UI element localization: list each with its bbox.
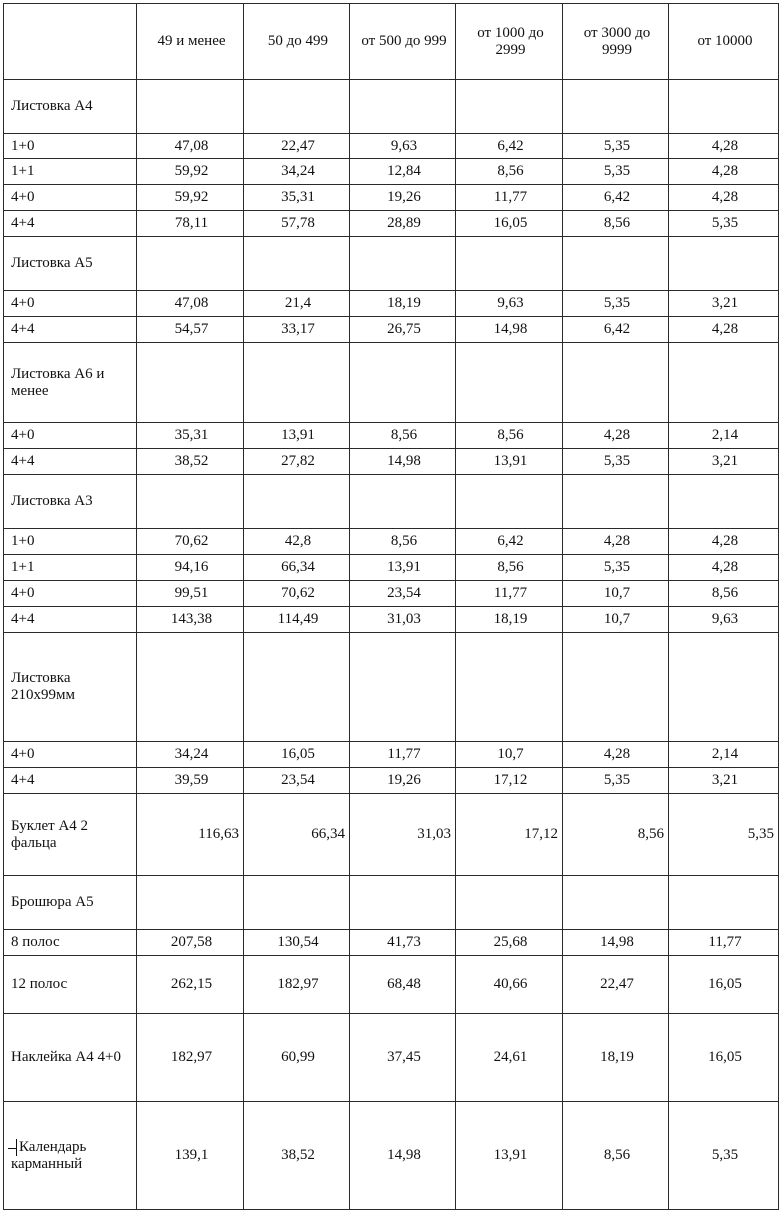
price-cell: 23,54: [244, 768, 350, 794]
row-label: 12 полос: [4, 956, 137, 1014]
row-label: Наклейка А4 4+0: [4, 1014, 137, 1102]
empty-cell: [244, 80, 350, 134]
price-cell: 13,91: [350, 555, 456, 581]
header-row: [4, 4, 779, 80]
price-cell: 31,03: [350, 607, 456, 633]
price-cell: 114,49: [244, 607, 350, 633]
empty-cell: [244, 237, 350, 291]
section-label: Листовка 210х99мм: [4, 633, 137, 742]
row-label: 8 полос: [4, 930, 137, 956]
price-cell: 16,05: [244, 742, 350, 768]
price-cell: 4,28: [563, 529, 669, 555]
empty-cell: [669, 633, 779, 742]
price-cell: 13,91: [456, 449, 563, 475]
price-cell: 66,34: [244, 794, 350, 876]
price-cell: 37,45: [350, 1014, 456, 1102]
column-header-3000-to-9999: от 3000 до 9999: [563, 4, 669, 80]
table-row: [4, 291, 779, 317]
price-cell: 14,98: [350, 1102, 456, 1210]
price-cell: 8,56: [350, 529, 456, 555]
price-cell: 116,63: [137, 794, 244, 876]
price-cell: 34,24: [137, 742, 244, 768]
empty-cell: [137, 237, 244, 291]
price-cell: 22,47: [563, 956, 669, 1014]
row-label: 1+0: [4, 134, 137, 159]
price-cell: 143,38: [137, 607, 244, 633]
empty-cell: [137, 633, 244, 742]
empty-cell: [350, 475, 456, 529]
empty-cell: [350, 633, 456, 742]
empty-cell: [456, 475, 563, 529]
price-cell: 39,59: [137, 768, 244, 794]
price-cell: 35,31: [137, 423, 244, 449]
table-row: [4, 956, 779, 1014]
price-cell: 14,98: [563, 930, 669, 956]
price-cell: 59,92: [137, 159, 244, 185]
price-cell: 3,21: [669, 449, 779, 475]
price-cell: 78,11: [137, 211, 244, 237]
price-cell: 130,54: [244, 930, 350, 956]
price-cell: 4,28: [669, 134, 779, 159]
price-cell: 47,08: [137, 134, 244, 159]
row-label: 4+0: [4, 291, 137, 317]
price-cell: 17,12: [456, 768, 563, 794]
price-cell: 11,77: [456, 185, 563, 211]
price-cell: 99,51: [137, 581, 244, 607]
price-cell: 21,4: [244, 291, 350, 317]
price-cell: 68,48: [350, 956, 456, 1014]
section-row: [4, 237, 779, 291]
row-label: Буклет А4 2 фальца: [4, 794, 137, 876]
empty-cell: [563, 475, 669, 529]
table-row: [4, 317, 779, 343]
price-cell: 8,56: [456, 423, 563, 449]
price-cell: 60,99: [244, 1014, 350, 1102]
table-row: [4, 529, 779, 555]
price-cell: 10,7: [456, 742, 563, 768]
empty-cell: [350, 343, 456, 423]
price-cell: 13,91: [456, 1102, 563, 1210]
table-row: [4, 159, 779, 185]
price-cell: 31,03: [350, 794, 456, 876]
price-cell: 139,1: [137, 1102, 244, 1210]
price-cell: 4,28: [669, 555, 779, 581]
row-label-cell[interactable]: [4, 1102, 137, 1210]
price-cell: 22,47: [244, 134, 350, 159]
section-row: [4, 876, 779, 930]
column-header-50-to-499: 50 до 499: [244, 4, 350, 80]
price-cell: 5,35: [669, 1102, 779, 1210]
price-cell: 18,19: [456, 607, 563, 633]
price-cell: 6,42: [563, 317, 669, 343]
price-cell: 2,14: [669, 423, 779, 449]
section-row: [4, 475, 779, 529]
price-cell: 8,56: [669, 581, 779, 607]
price-cell: 18,19: [563, 1014, 669, 1102]
empty-cell: [456, 237, 563, 291]
price-cell: 19,26: [350, 768, 456, 794]
price-cell: 8,56: [563, 1102, 669, 1210]
row-label: Календарь карманный: [11, 1138, 87, 1172]
table-row: [4, 607, 779, 633]
table-row: [4, 930, 779, 956]
column-header-10000: от 10000: [669, 4, 779, 80]
price-cell: 26,75: [350, 317, 456, 343]
table-row: [4, 423, 779, 449]
table-row: [4, 742, 779, 768]
table-row: [4, 185, 779, 211]
section-row: [4, 343, 779, 423]
price-cell: 4,28: [669, 185, 779, 211]
table-row: [4, 768, 779, 794]
price-cell: 16,05: [456, 211, 563, 237]
price-cell: 35,31: [244, 185, 350, 211]
empty-cell: [669, 80, 779, 134]
table-row: [4, 794, 779, 876]
price-cell: 27,82: [244, 449, 350, 475]
price-cell: 6,42: [456, 529, 563, 555]
empty-cell: [563, 237, 669, 291]
price-cell: 34,24: [244, 159, 350, 185]
row-label: 4+4: [4, 317, 137, 343]
price-cell: 6,42: [456, 134, 563, 159]
empty-cell: [244, 343, 350, 423]
section-row: [4, 633, 779, 742]
row-label: 4+4: [4, 768, 137, 794]
empty-cell: [137, 475, 244, 529]
price-cell: 70,62: [244, 581, 350, 607]
row-label: 1+1: [4, 159, 137, 185]
empty-cell: [244, 876, 350, 930]
price-cell: 23,54: [350, 581, 456, 607]
empty-cell: [669, 343, 779, 423]
table-row: [4, 211, 779, 237]
row-label: 4+0: [4, 423, 137, 449]
price-cell: 24,61: [456, 1014, 563, 1102]
row-label: 4+4: [4, 449, 137, 475]
empty-cell: [137, 80, 244, 134]
section-label: Листовка А5: [4, 237, 137, 291]
price-cell: 54,57: [137, 317, 244, 343]
price-cell: 5,35: [563, 449, 669, 475]
price-cell: 2,14: [669, 742, 779, 768]
price-cell: 25,68: [456, 930, 563, 956]
column-header-1000-to-2999: от 1000 до 2999: [456, 4, 563, 80]
price-cell: 5,35: [563, 555, 669, 581]
price-cell: 38,52: [137, 449, 244, 475]
price-cell: 5,35: [563, 768, 669, 794]
empty-cell: [669, 237, 779, 291]
price-cell: 4,28: [669, 529, 779, 555]
section-row: [4, 80, 779, 134]
table-row: [4, 581, 779, 607]
price-cell: 42,8: [244, 529, 350, 555]
table-row: [4, 1014, 779, 1102]
price-cell: 11,77: [456, 581, 563, 607]
price-cell: 207,58: [137, 930, 244, 956]
empty-cell: [669, 876, 779, 930]
row-label: 4+0: [4, 742, 137, 768]
price-cell: 9,63: [456, 291, 563, 317]
price-cell: 3,21: [669, 291, 779, 317]
price-cell: 8,56: [456, 555, 563, 581]
price-cell: 4,28: [563, 742, 669, 768]
table-row: [4, 449, 779, 475]
row-label: 4+0: [4, 185, 137, 211]
price-cell: 40,66: [456, 956, 563, 1014]
row-label: 4+4: [4, 607, 137, 633]
empty-cell: [137, 343, 244, 423]
empty-cell: [669, 475, 779, 529]
price-cell: 11,77: [350, 742, 456, 768]
price-cell: 19,26: [350, 185, 456, 211]
price-cell: 14,98: [350, 449, 456, 475]
empty-cell: [456, 876, 563, 930]
price-cell: 9,63: [350, 134, 456, 159]
empty-cell: [350, 876, 456, 930]
empty-cell: [456, 343, 563, 423]
row-label: 1+0: [4, 529, 137, 555]
section-label: Брошюра А5: [4, 876, 137, 930]
empty-cell: [244, 633, 350, 742]
empty-cell: [563, 343, 669, 423]
price-cell: 4,28: [669, 159, 779, 185]
price-cell: 17,12: [456, 794, 563, 876]
price-cell: 182,97: [137, 1014, 244, 1102]
empty-cell: [350, 80, 456, 134]
price-cell: 28,89: [350, 211, 456, 237]
column-header-500-to-999: от 500 до 999: [350, 4, 456, 80]
price-cell: 12,84: [350, 159, 456, 185]
empty-cell: [563, 876, 669, 930]
row-label: 1+1: [4, 555, 137, 581]
price-cell: 16,05: [669, 956, 779, 1014]
price-cell: 14,98: [456, 317, 563, 343]
table-row: [4, 1102, 779, 1210]
price-cell: 18,19: [350, 291, 456, 317]
text-cursor-icon: [8, 1139, 18, 1156]
price-cell: 3,21: [669, 768, 779, 794]
price-cell: 41,73: [350, 930, 456, 956]
price-cell: 5,35: [563, 134, 669, 159]
table-row: [4, 134, 779, 159]
price-cell: 47,08: [137, 291, 244, 317]
price-cell: 4,28: [563, 423, 669, 449]
empty-cell: [456, 633, 563, 742]
price-cell: 8,56: [456, 159, 563, 185]
price-cell: 8,56: [563, 211, 669, 237]
price-cell: 5,35: [669, 211, 779, 237]
price-cell: 33,17: [244, 317, 350, 343]
price-cell: 8,56: [350, 423, 456, 449]
price-cell: 5,35: [563, 159, 669, 185]
price-cell: 182,97: [244, 956, 350, 1014]
price-cell: 9,63: [669, 607, 779, 633]
price-cell: 6,42: [563, 185, 669, 211]
section-label: Листовка А3: [4, 475, 137, 529]
section-label: Листовка А4: [4, 80, 137, 134]
header-corner-cell: [4, 4, 137, 80]
empty-cell: [137, 876, 244, 930]
empty-cell: [350, 237, 456, 291]
price-cell: 13,91: [244, 423, 350, 449]
price-cell: 38,52: [244, 1102, 350, 1210]
price-cell: 59,92: [137, 185, 244, 211]
empty-cell: [563, 80, 669, 134]
price-cell: 70,62: [137, 529, 244, 555]
price-cell: 11,77: [669, 930, 779, 956]
price-cell: 10,7: [563, 607, 669, 633]
price-cell: 66,34: [244, 555, 350, 581]
row-label: 4+0: [4, 581, 137, 607]
price-cell: 5,35: [563, 291, 669, 317]
table-row: [4, 555, 779, 581]
empty-cell: [244, 475, 350, 529]
price-cell: 10,7: [563, 581, 669, 607]
section-label: Листовка А6 и менее: [4, 343, 137, 423]
empty-cell: [456, 80, 563, 134]
price-cell: 57,78: [244, 211, 350, 237]
price-table: [3, 3, 779, 1210]
price-cell: 16,05: [669, 1014, 779, 1102]
empty-cell: [563, 633, 669, 742]
price-cell: 262,15: [137, 956, 244, 1014]
price-cell: 94,16: [137, 555, 244, 581]
price-cell: 4,28: [669, 317, 779, 343]
row-label: 4+4: [4, 211, 137, 237]
price-cell: 5,35: [669, 794, 779, 876]
column-header-49-and-less: 49 и менее: [137, 4, 244, 80]
price-cell: 8,56: [563, 794, 669, 876]
